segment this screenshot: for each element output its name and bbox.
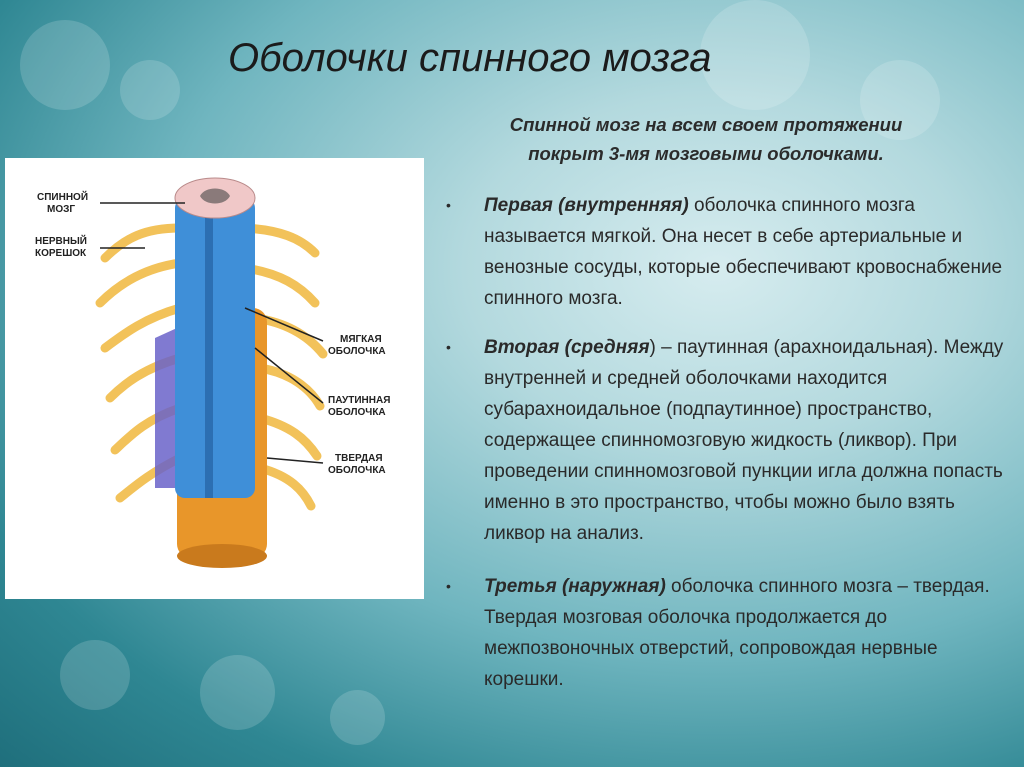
bullet-item-first-membrane xyxy=(446,190,1011,314)
label-arachnoid: ОБОЛОЧКА xyxy=(328,407,386,418)
intro-line: Спинной мозг на всем своем протяжении xyxy=(509,114,903,135)
bullet-dot: • xyxy=(446,339,451,355)
bullet-text: ) – паутинная (арахноидальная). Между внутренней и средней оболочками находится субарахноидальное (подпаутинное) пространство, содержащее спинномозговую жидкость (ликвор). При проведении спинномозговой пункции игла должна попасть именно в это пространство, чтобы можно было взять ликвор на анализ. xyxy=(484,337,1004,544)
label-spinal-cord: МОЗГ xyxy=(47,204,76,215)
bokeh-circle xyxy=(60,640,130,710)
bullet-item-third-membrane xyxy=(446,571,1011,695)
bullet-lead: Вторая (средняя xyxy=(484,337,650,358)
intro-line: покрыт 3-мя мозговыми оболочками. xyxy=(528,143,884,164)
bullet-text: оболочка спинного мозга – твердая. Твердая мозговая оболочка продолжается до межпозвоночных отверстий, сопровождая нервные корешки. xyxy=(484,576,990,690)
bullet-dot: • xyxy=(446,578,451,594)
bullet-lead: Третья (наружная) xyxy=(484,576,666,597)
label-pia: МЯГКАЯ xyxy=(340,334,382,345)
bullet-dot: • xyxy=(446,197,451,213)
bokeh-circle xyxy=(700,0,810,110)
label-nerve-root: КОРЕШОК xyxy=(35,248,87,259)
bullet-text: оболочка спинного мозга называется мягкой. Она несет в себе артериальные и венозные сосуды, которые обеспечивают кровоснабжение спинного мозга. xyxy=(484,195,1003,309)
bullet-lead: Первая (внутренняя) xyxy=(484,195,689,216)
label-dura: ТВЕРДАЯ xyxy=(335,453,383,464)
bokeh-circle xyxy=(120,60,180,120)
label-spinal-cord: СПИННОЙ xyxy=(37,192,89,203)
bullet-item-second-membrane xyxy=(446,332,1011,549)
intro-text xyxy=(446,110,966,168)
slide-title: Оболочки спинного мозга xyxy=(228,36,712,80)
bokeh-circle xyxy=(330,690,385,745)
bokeh-circle xyxy=(20,20,110,110)
spinal-cord-diagram xyxy=(5,158,424,599)
bokeh-circle xyxy=(200,655,275,730)
label-pia: ОБОЛОЧКА xyxy=(328,346,386,357)
label-nerve-root: НЕРВНЫЙ xyxy=(35,236,87,247)
spinal-cord-illustration xyxy=(5,158,424,599)
bullet-list xyxy=(446,190,1011,695)
label-dura: ОБОЛОЧКА xyxy=(328,465,386,476)
label-arachnoid: ПАУТИННАЯ xyxy=(328,395,391,406)
pia-mater xyxy=(175,198,255,498)
